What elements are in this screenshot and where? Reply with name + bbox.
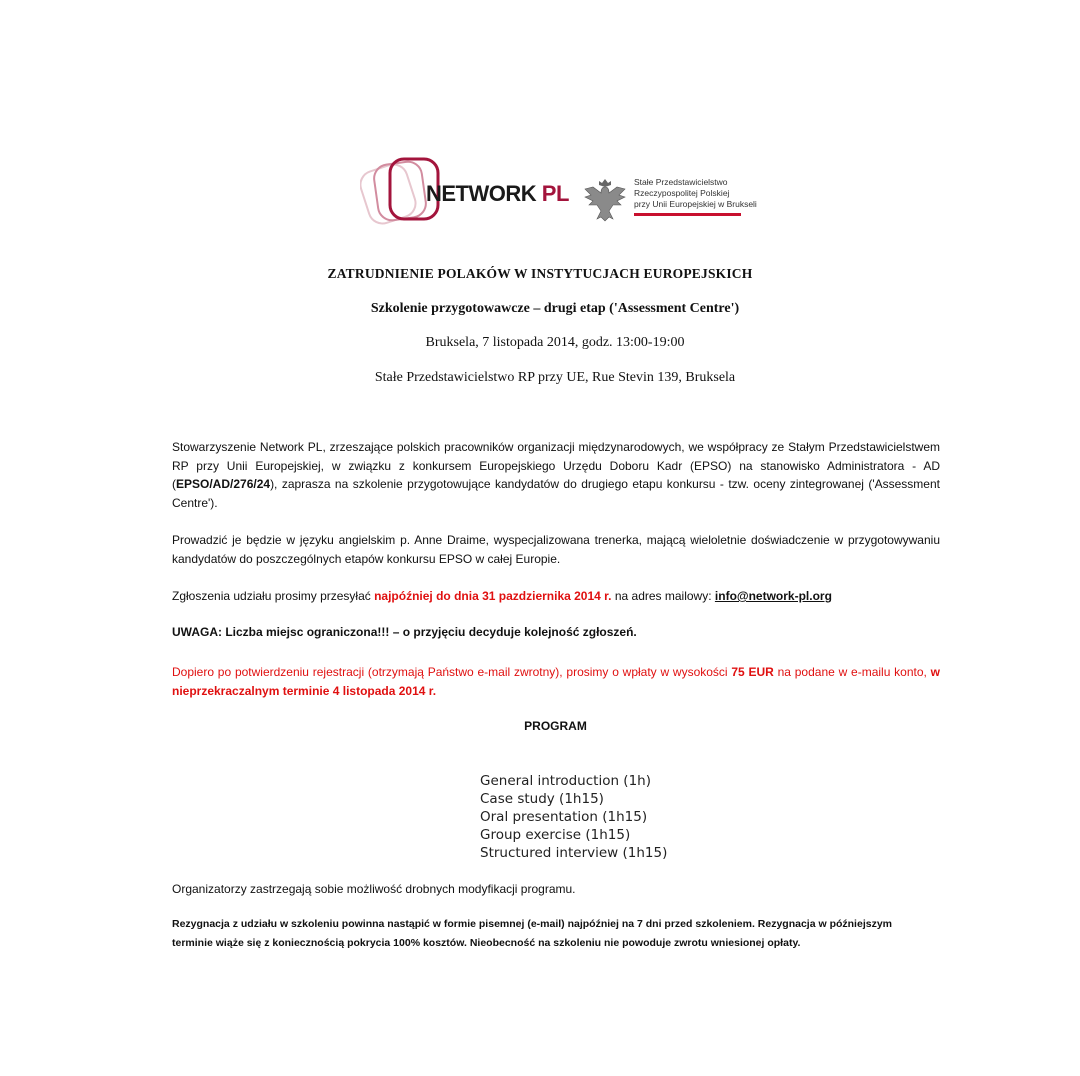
registration-paragraph	[172, 587, 940, 606]
payment-text-b: na podane w e-mailu konto,	[773, 665, 931, 679]
document-subtitle: Szkolenie przygotowawcze – drugi etap ('Assessment Centre')	[370, 301, 740, 316]
payment-amount: 75 EUR	[731, 665, 774, 679]
network-pl-wordmark	[426, 181, 569, 207]
network-pl-logo	[360, 155, 569, 230]
program-item: Case study (1h15)	[480, 791, 604, 807]
representation-line-1: Stałe Przedstawicielstwo	[634, 177, 728, 187]
program-list	[480, 772, 667, 862]
cancellation-policy: Rezygnacja z udziału w szkoleniu powinna nastąpić w formie pisemnej (e-mail) najpóźniej na 7 dni przed szkoleniem. Rezygnacja w późniejszym terminie wiąże się z koniecznością pokrycia 100% kosztów. Nieobecność na szkoleniu nie powoduje zwrotu wniesionej opłaty.	[172, 918, 892, 949]
program-heading: PROGRAM	[524, 719, 587, 733]
payment-deadline: w nieprzekraczalnym terminie 4 listopada 2014 r.	[172, 665, 940, 698]
network-word: NETWORK	[426, 181, 537, 206]
polish-eagle-icon	[583, 175, 627, 225]
payment-text-a: Dopiero po potwierdzeniu rejestracji (otrzymają Państwo e-mail zwrotny), prosimy o wpłaty w wysokości	[172, 665, 732, 679]
registration-text-a: Zgłoszenia udziału prosimy przesyłać	[172, 589, 375, 603]
trainer-paragraph: Prowadzić je będzie w języku angielskim p. Anne Draime, wyspecjalizowana trenerka, mającą wieloletnie doświadczenie w przygotowywaniu kandydatów do poszczególnych etapów konkursu EPSO w całej Europie.	[172, 533, 940, 566]
representation-line-3: przy Unii Europejskiej w Brukseli	[634, 199, 757, 209]
contact-email-link[interactable]: info@network-pl.org	[714, 589, 832, 603]
representation-name	[634, 177, 757, 210]
pl-word: PL	[541, 181, 569, 206]
event-place: Stałe Przedstawicielstwo RP przy UE, Rue Stevin 139, Bruksela	[374, 370, 736, 385]
registration-text-b: na adres mailowy:	[611, 589, 715, 603]
program-item: General introduction (1h)	[480, 773, 651, 789]
program-item: Structured interview (1h15)	[480, 845, 668, 861]
event-date: Bruksela, 7 listopada 2014, godz. 13:00-19:00	[425, 335, 685, 350]
program-item: Group exercise (1h15)	[480, 827, 631, 843]
document-title: ZATRUDNIENIE POLAKÓW W INSTYTUCJACH EUROPEJSKICH	[327, 266, 753, 281]
intro-text-b: ), zaprasza na szkolenie przygotowujące kandydatów do drugiego etapu konkursu - tzw. oceny zintegrowanej ('Assessment Centre').	[172, 477, 940, 510]
intro-paragraph	[172, 438, 940, 512]
competition-code: EPSO/AD/276/24	[176, 477, 271, 491]
program-item: Oral presentation (1h15)	[480, 809, 648, 825]
representation-line-2: Rzeczypospolitej Polskiej	[634, 188, 730, 198]
warning-paragraph: UWAGA: Liczba miejsc ograniczona!!! – o przyjęciu decyduje kolejność zgłoszeń.	[172, 625, 637, 639]
red-accent-bar	[634, 213, 741, 216]
payment-paragraph	[172, 663, 940, 700]
logo-bar	[360, 155, 760, 235]
registration-deadline: najpóźniej do dnia 31 pazdziernika 2014 r.	[374, 589, 612, 603]
modification-note: Organizatorzy zastrzegają sobie możliwość drobnych modyfikacji programu.	[172, 882, 576, 896]
intro-text-a: Stowarzyszenie Network PL, zrzeszające polskich pracowników organizacji międzynarodowych, we współpracy ze Stałym Przedstawicielstwem RP przy Unii Europejskiej, w związku z konkursem Europejskiego Urzędu Doboru Kadr (EPSO) na stanowisko Administratora - AD (	[172, 440, 940, 491]
